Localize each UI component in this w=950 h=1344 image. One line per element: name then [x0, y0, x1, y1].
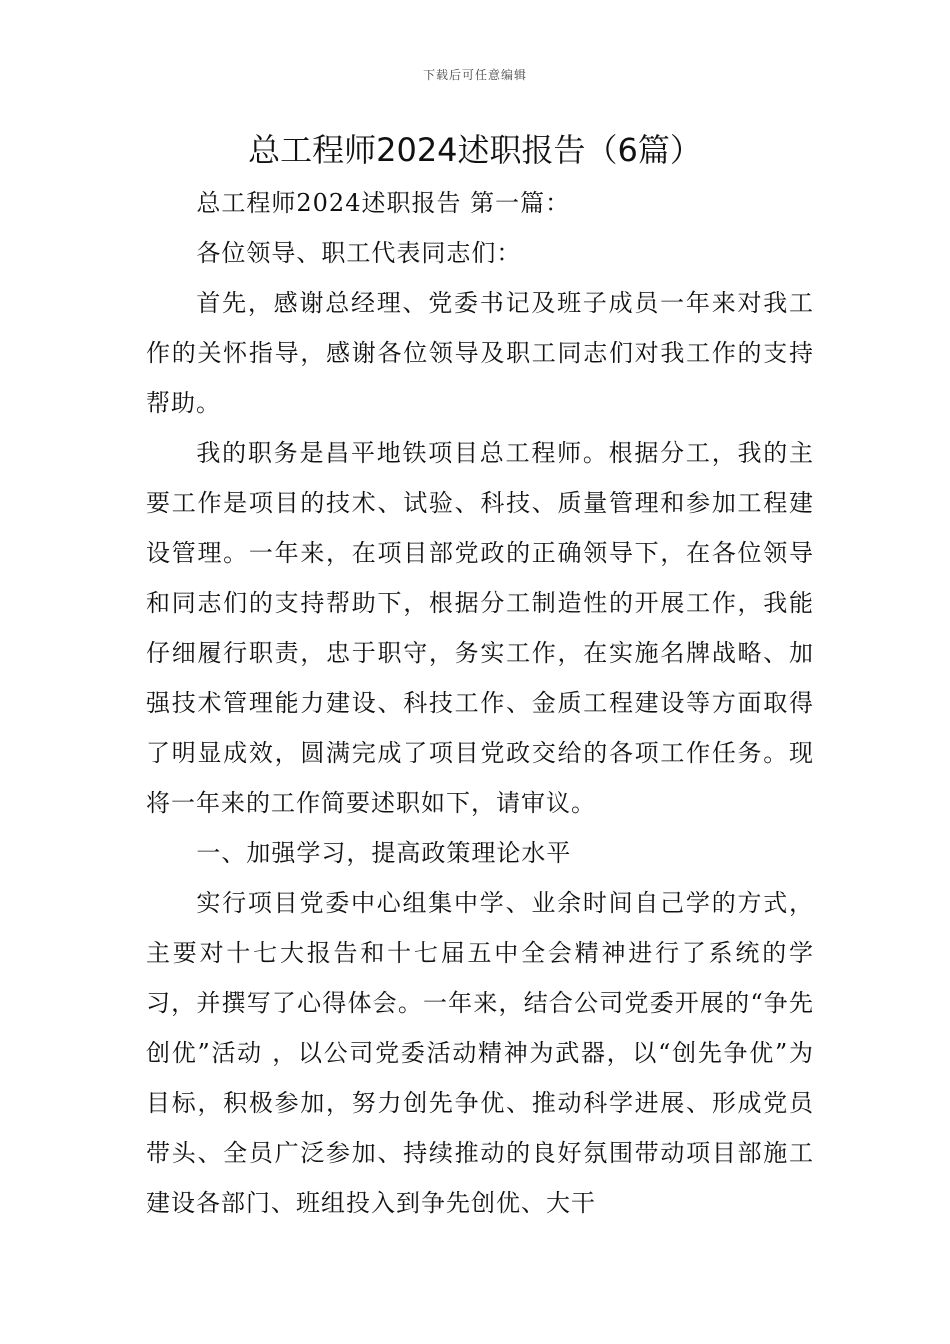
document-body [146, 178, 814, 1228]
paragraph-thanks: 首先，感谢总经理、党委书记及班子成员一年来对我工作的关怀指导，感谢各位领导及职工同志们对我工作的支持帮助。 [146, 289, 814, 417]
paragraph-duties: 我的职务是昌平地铁项目总工程师。根据分工，我的主要工作是项目的技术、试验、科技、质量管理和参加工程建设管理。一年来，在项目部党政的正确领导下，在各位领导和同志们的支持帮助下，根据分工制造性的开展工作，我能仔细履行职责，忠于职守，务实工作，在实施名牌战略、加强技术管理能力建设、科技工作、金质工程建设等方面取得了明显成效，圆满完成了项目党政交给的各项工作任务。现将一年来的工作简要述职如下，请审议。 [146, 439, 814, 817]
salutation: 各位领导、职工代表同志们： [196, 239, 522, 267]
paragraph-study: 实行项目党委中心组集中学、业余时间自己学的方式，主要对十七大报告和十七届五中全会精神进行了系统的学习，并撰写了心得体会。一年来，结合公司党委开展的“争先创优”活动 ，以公司党委活动精神为武器，以“创先争优”为目标，积极参加，努力创先争优、推动科学进展、形成党员带头、全员广泛参加、持续推动的良好氛围带动项目部施工建设各部门、班组投入到争先创优、大干 [146, 889, 814, 1217]
document-title: 总工程师2024述职报告（6篇） [248, 131, 702, 169]
section-heading: 总工程师2024述职报告 第一篇： [196, 189, 571, 217]
header-note: 下载后可任意编辑 [422, 68, 527, 82]
subheading-study: 一、加强学习，提高政策理论水平 [196, 839, 572, 867]
